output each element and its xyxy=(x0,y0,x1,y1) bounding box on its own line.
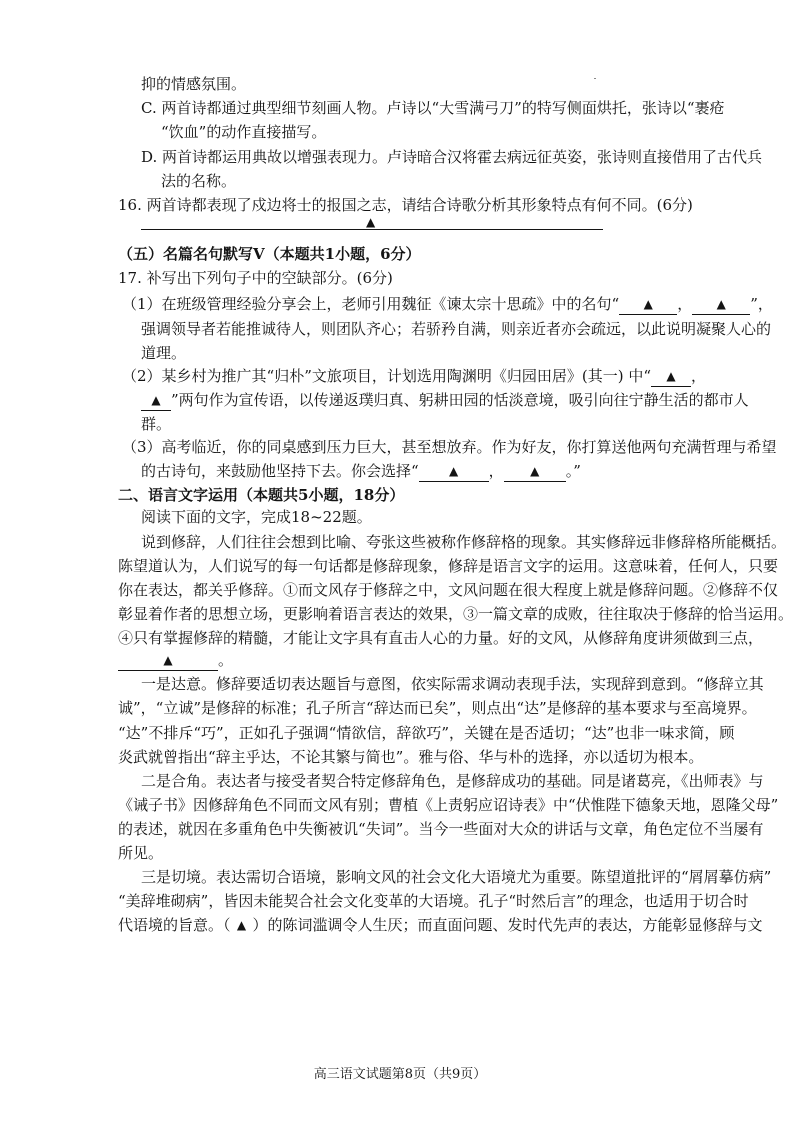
passage-p1-line1: 说到修辞，人们往往会想到比喻、夸张这些被称作修辞格的现象。其实修辞远非修辞格所能概括。 xyxy=(141,533,787,551)
passage-p3-line3: 的表述，就因在多重角色中失衡被讥“失词”。当今一些面对大众的讲话与文章，角色定位不当屡有 xyxy=(118,820,764,838)
passage-p1-line4: 彰显着作者的思想立场，更影响着语言表达的效果，③一篇文章的成败，往往取决于修辞的恰当运用。 xyxy=(118,605,794,623)
answer-line xyxy=(141,229,603,230)
q17-2-line2: ▲ ”两句作为宣传语，以传递返璞归真、躬耕田园的恬淡意境，吸引向往宁静生活的都市人 xyxy=(141,390,749,411)
q15-option-b-tail: 抑的情感氛围。 xyxy=(141,75,247,93)
fill-blank[interactable]: ▲ xyxy=(504,462,566,482)
question-16: 16. 两首诗都表现了戍边将士的报国之志，请结合诗歌分析其形象特点有何不同。(6分) xyxy=(118,196,693,214)
q17-2-line1: （2）某乡村为推广其“归朴”文旅项目，计划选用陶渊明《归园田居》(其一) 中“ ▲ ， xyxy=(122,367,707,385)
passage-p2-line2: 诚”，“立诚”是修辞的标准；孔子所言“辞达而已矣”，则点出“达”是修辞的基本要求与至高境界。 xyxy=(118,699,757,717)
reading-prompt: 阅读下面的文字，完成18~22题。 xyxy=(141,508,372,526)
passage-p4-line3: 代语境的旨意。（ ▲ ）的陈词滥调令人生厌；而直面问题、发时代先声的表达，方能彰显修辞与文 xyxy=(118,916,763,934)
section-5-title: （五）名篇名句默写Ⅴ（本题共1小题，6分） xyxy=(118,245,421,263)
passage-p1-line2: 陈望道认为，人们说写的每一句话都是修辞现象，修辞是语言文字的运用。这意味着，任何人，只要 xyxy=(118,557,779,575)
fill-blank[interactable]: ▲ xyxy=(236,918,247,932)
q15-option-c-line1: C. 两首诗都通过典型细节刻画人物。卢诗以“大雪满弓刀”的特写侧面烘托，张诗以“裹疮 xyxy=(141,99,725,117)
passage-p1-line6: ▲ 。 xyxy=(118,650,233,671)
q15-option-d-line1: D. 两首诗都运用典故以增强表现力。卢诗暗合汉将霍去病远征英姿，张诗则直接借用了古代兵 xyxy=(141,148,763,166)
fill-blank[interactable]: ▲ xyxy=(118,651,218,671)
passage-p2-line4: 炎武就曾指出“辞主乎达，不论其繁与简也”。雅与俗、华与朴的选择，亦以适切为根本。 xyxy=(118,748,704,766)
q17-3-line1: （3）高考临近，你的同桌感到压力巨大，甚至想放弃。作为好友，你打算送他两句充满哲理与希望 xyxy=(122,438,777,456)
fill-blank[interactable]: ▲ xyxy=(651,367,691,387)
passage-p3-line1: 二是合角。表达者与接受者契合特定修辞角色，是修辞成功的基础。同是诸葛亮，《出师表》与 xyxy=(141,772,764,790)
passage-p3-line4: 所见。 xyxy=(118,844,164,862)
passage-p1-line3: 你在表达，都关乎修辞。①而文风存于修辞之中，文风问题在很大程度上就是修辞问题。②修辞不仅 xyxy=(118,581,779,599)
q17-3-line2: 的古诗句，来鼓励他坚持下去。你会选择“ ▲ ， ▲ 。” xyxy=(141,462,581,480)
q15-option-d-line2: 法的名称。 xyxy=(161,172,237,190)
fill-blank[interactable]: ▲ xyxy=(419,462,489,482)
passage-p3-line2: 《诫子书》因修辞角色不同而文风有别；曹植《上责躬应诏诗表》中“伏惟陛下德象天地，恩隆父母” xyxy=(118,796,779,814)
q17-1-line3: 道理。 xyxy=(141,344,187,362)
passage-p2-line1: 一是达意。修辞要适切表达题旨与意图，依实际需求调动表现手法，实现辞到意到。“修辞立其 xyxy=(141,675,764,693)
page-footer: 高三语文试题第8页（共9页） xyxy=(313,1067,487,1082)
passage-p1-line5: ④只有掌握修辞的精髓，才能让文字具有直击人心的力量。好的文风，从修辞角度讲须做到三点， xyxy=(118,629,764,647)
q17-1-line1: （1）在班级管理经验分享会上，老师引用魏征《谏太宗十思疏》中的名句“ ▲ ， ▲ ”， xyxy=(122,295,773,313)
q15-option-c-line2: “饮血”的动作直接描写。 xyxy=(161,123,327,141)
passage-p2-line3: “达”不排斥“巧”，正如孔子强调“情欲信，辞欲巧”，关键在是否适切；“达”也非一味求简，顾 xyxy=(118,724,735,742)
q17-2-line3: 群。 xyxy=(141,415,172,433)
scan-speck xyxy=(594,78,596,79)
answer-triangle: ▲ xyxy=(366,215,376,229)
section-2-title: 二、语言文字运用（本题共5小题，18分） xyxy=(118,486,405,504)
passage-p4-line1: 三是切境。表达需切合语境，影响文风的社会文化大语境尤为重要。陈望道批评的“屑屑摹仿病” xyxy=(141,868,772,886)
fill-blank[interactable]: ▲ xyxy=(619,295,677,315)
fill-blank[interactable]: ▲ xyxy=(141,391,171,411)
passage-p4-line2: “美辞堆砌病”，皆因未能契合社会文化变革的大语境。孔子“时然后言”的理念，也适用于切合时 xyxy=(118,892,749,910)
q17-1-line2: 强调领导者若能推诚待人，则团队齐心；若骄矜自满，则亲近者亦会疏远，以此说明凝聚人心的 xyxy=(141,320,772,338)
fill-blank[interactable]: ▲ xyxy=(692,295,750,315)
question-17: 17. 补写出下列句子中的空缺部分。(6分) xyxy=(118,269,393,287)
